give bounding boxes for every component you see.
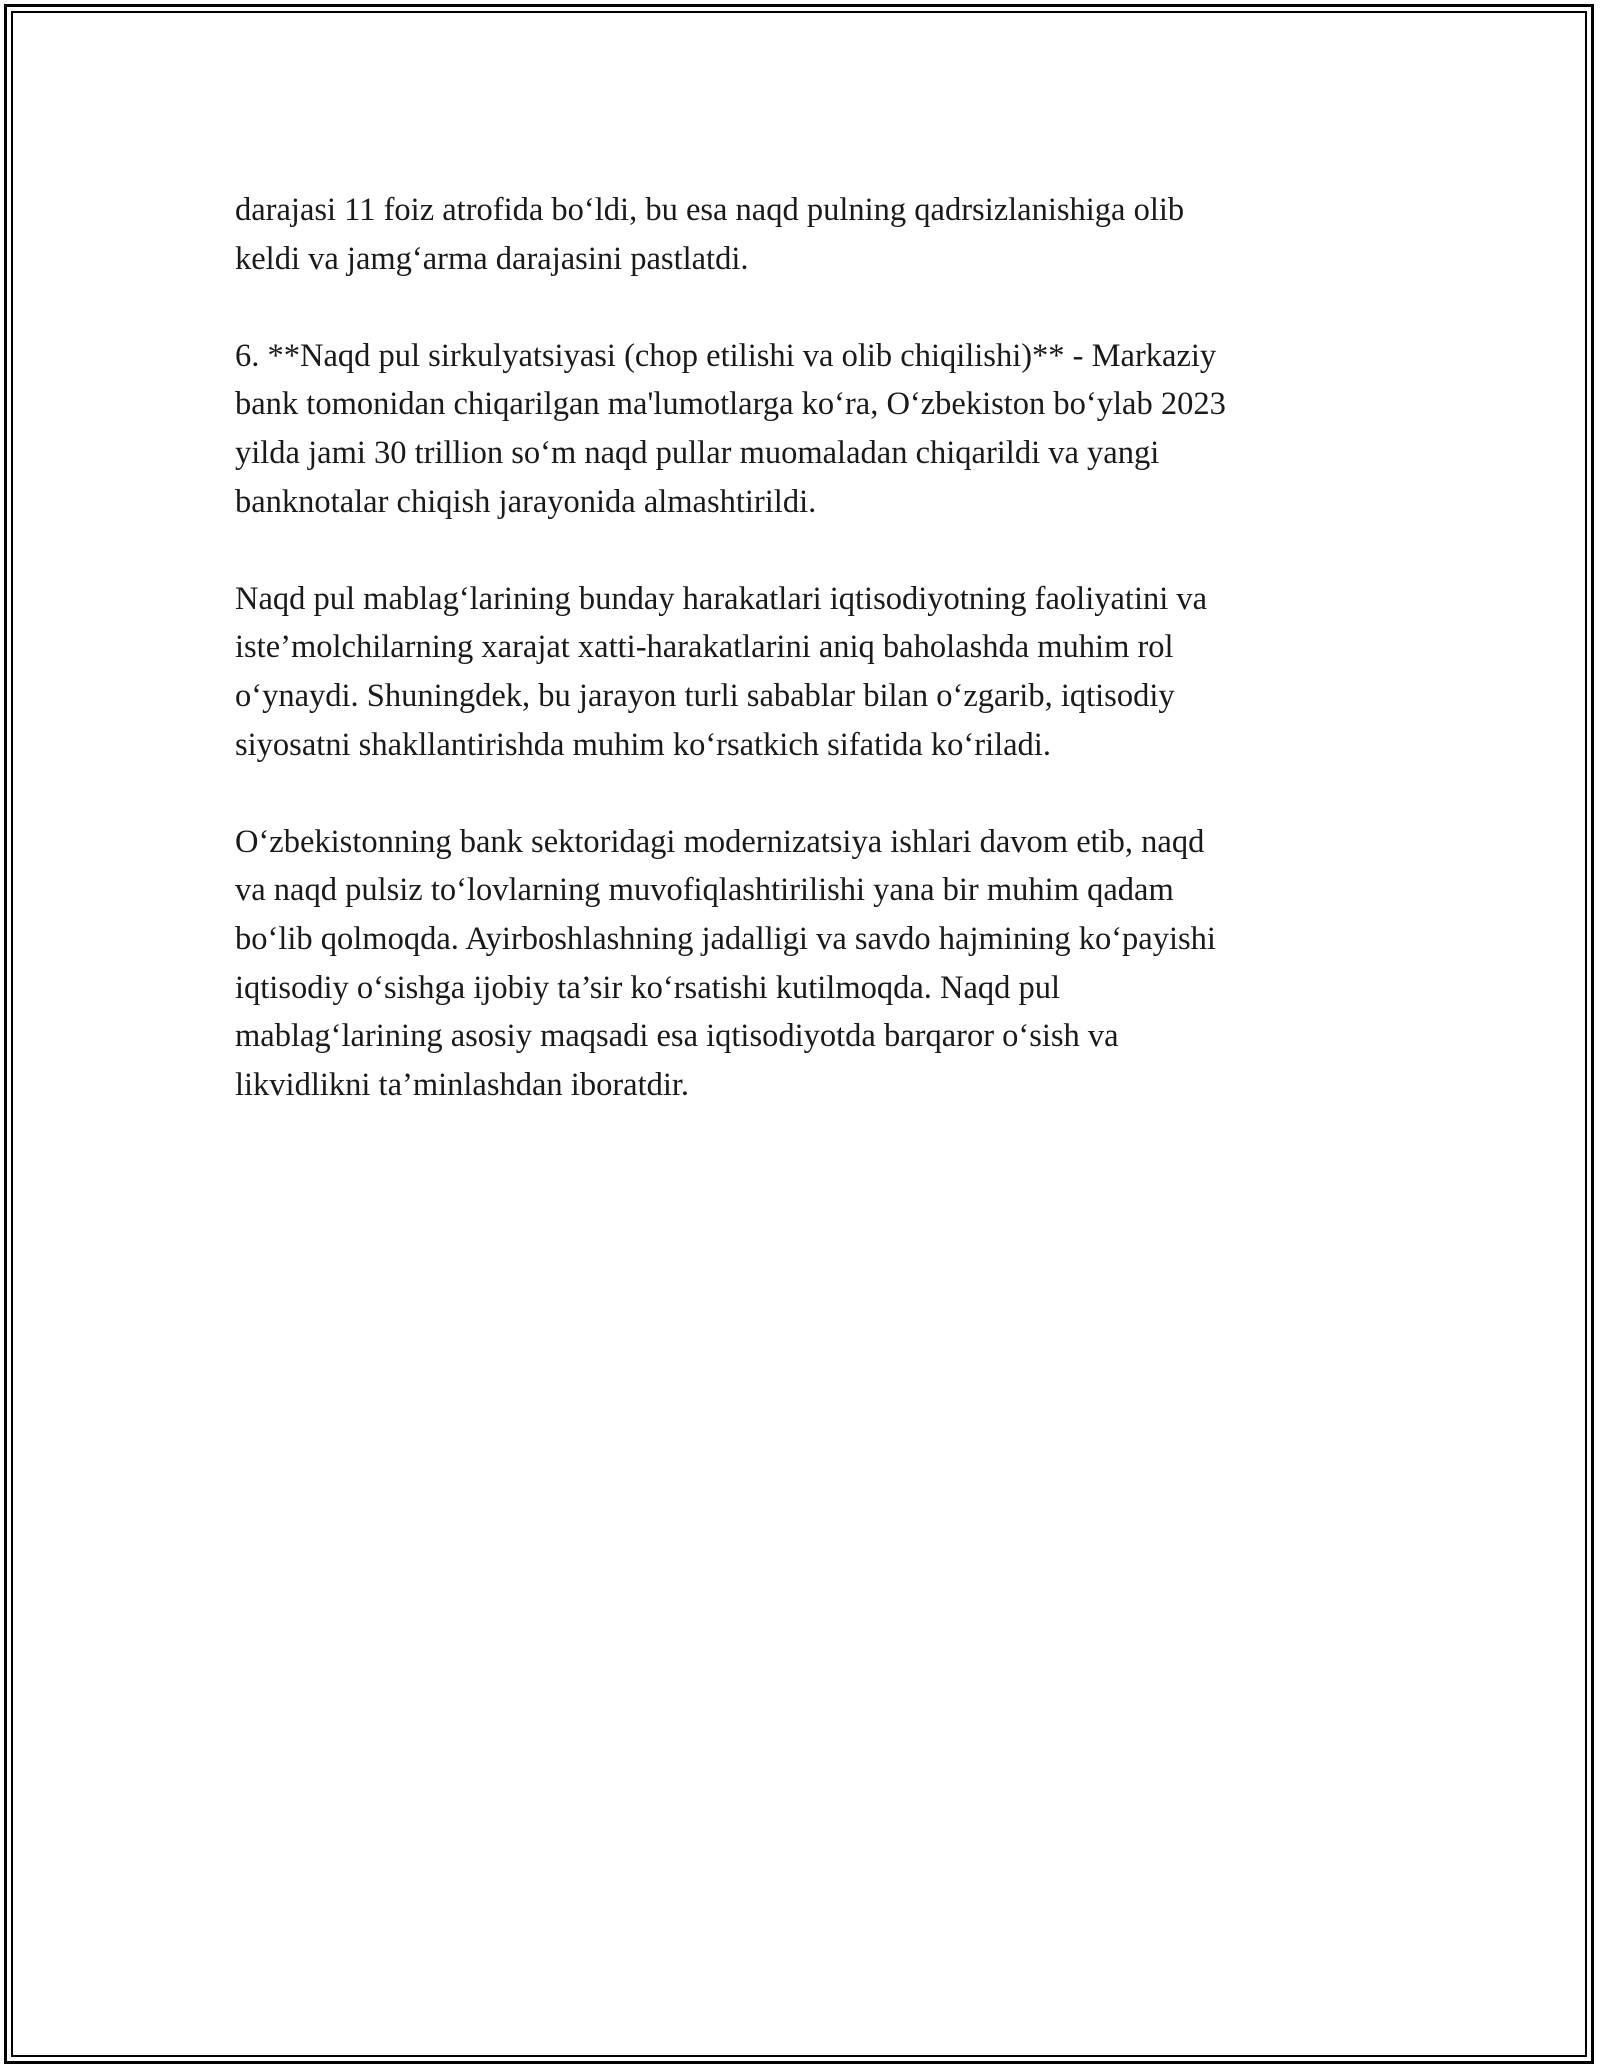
paragraph-inflation bbox=[235, 186, 1375, 283]
text-line: mablag‘larining asosiy maqsadi esa iqtisodiyotda barqaror o‘sish va bbox=[235, 1018, 1119, 1055]
text-line: va naqd pulsiz to‘lovlarning muvofiqlashtirilishi yana bir muhim qadam bbox=[235, 872, 1174, 909]
text-line: iqtisodiy o‘sishga ijobiy ta’sir ko‘rsatishi kutilmoqda. Naqd pul bbox=[235, 969, 1061, 1006]
text-line: 6. **Naqd pul sirkulyatsiyasi (chop etilishi va olib chiqilishi)** - Markaziy bbox=[235, 337, 1217, 374]
text-line: banknotalar chiqish jarayonida almashtirildi. bbox=[235, 483, 817, 520]
text-line: darajasi 11 foiz atrofida bo‘ldi, bu esa naqd pulning qadrsizlanishiga olib bbox=[235, 192, 1185, 228]
paragraph-bank-modernization bbox=[235, 818, 1375, 1110]
text-line: yilda jami 30 trillion so‘m naqd pullar muomaladan chiqarildi va yangi bbox=[235, 434, 1160, 471]
text-line: siyosatni shakllantirishda muhim ko‘rsatkich sifatida ko‘riladi. bbox=[235, 726, 1051, 763]
paragraph-cash-movements bbox=[235, 575, 1375, 769]
text-line: bo‘lib qolmoqda. Ayirboshlashning jadalligi va savdo hajmining ko‘payishi bbox=[235, 920, 1216, 957]
text-line: keldi va jamg‘arma darajasini pastlatdi. bbox=[235, 240, 749, 277]
text-line: o‘ynaydi. Shuningdek, bu jarayon turli sabablar bilan o‘zgarib, iqtisodiy bbox=[235, 677, 1175, 714]
text-line: likvidlikni ta’minlashdan iboratdir. bbox=[235, 1066, 690, 1103]
paragraph-cash-circulation bbox=[235, 332, 1375, 526]
text-line: iste’molchilarning xarajat xatti-harakatlarini aniq baholashda muhim rol bbox=[235, 629, 1174, 666]
text-line: O‘zbekistonning bank sektoridagi modernizatsiya ishlari davom etib, naqd bbox=[235, 823, 1205, 860]
text-line: Naqd pul mablag‘larining bunday harakatlari iqtisodiyotning faoliyatini va bbox=[235, 580, 1208, 617]
text-line: bank tomonidan chiqarilgan ma'lumotlarga ko‘ra, O‘zbekiston bo‘ylab 2023 bbox=[235, 386, 1226, 423]
document-body bbox=[235, 186, 1375, 1158]
